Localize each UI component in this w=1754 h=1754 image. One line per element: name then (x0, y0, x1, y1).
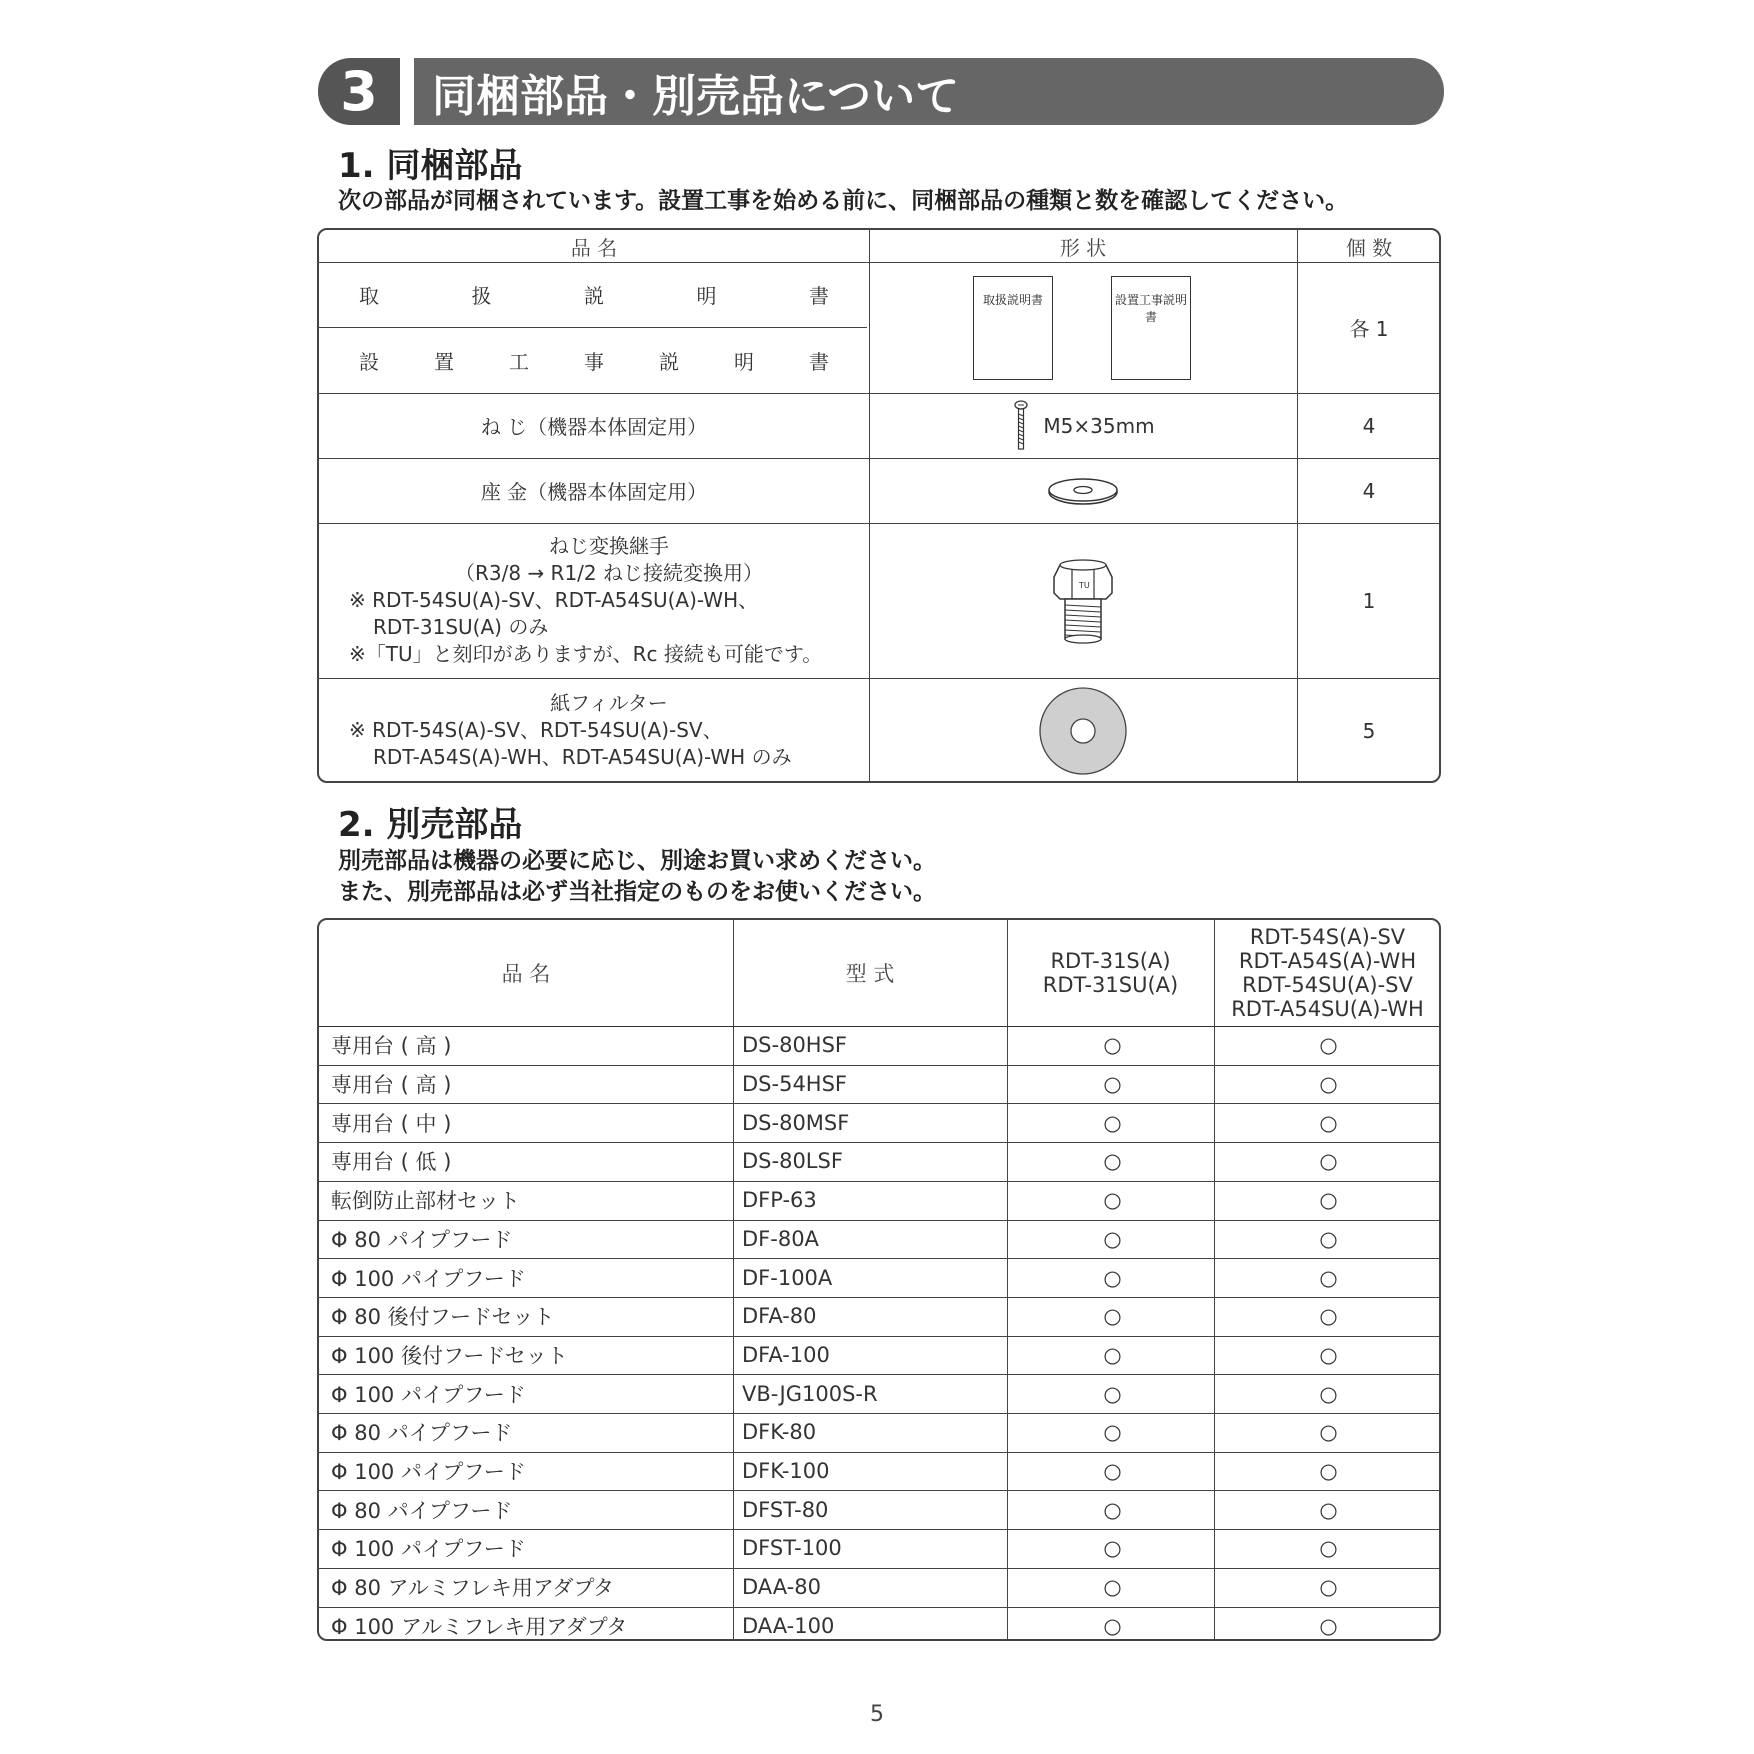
compat-rdt54-mark: ○ (1319, 1110, 1338, 1135)
part-model: DFST-80 (742, 1497, 829, 1522)
optional-parts-table (317, 918, 1441, 1641)
compat-rdt54-mark: ○ (1319, 1033, 1338, 1058)
item-thread-adapter: ねじ変換継手 （R3/8 → R1/2 ねじ接続変換用） ※ RDT-54SU(A)-SV、RDT-A54SU(A)-WH、 RDT-31SU(A) のみ ※「TU」と刻印がありますが、Rc 接続も可能です。 (349, 534, 823, 666)
page-number: 5 (870, 1702, 884, 1727)
table-row (319, 1026, 1439, 1065)
item-screw: ね じ（機器本体固定用） (480, 415, 708, 439)
table-row (319, 1220, 1439, 1259)
part-model: DS-80HSF (742, 1033, 847, 1058)
compat-rdt54-mark: ○ (1319, 1342, 1338, 1367)
table-row (319, 1297, 1439, 1336)
part-model: DF-100A (742, 1265, 833, 1290)
screw-shape (869, 393, 1297, 458)
included-parts-table (317, 228, 1441, 783)
part-name: Φ 80 パイプフード (331, 1421, 513, 1446)
thread-adapter-qty: 1 (1362, 588, 1376, 613)
compat-rdt54-mark: ○ (1319, 1226, 1338, 1251)
compat-rdt31-mark: ○ (1103, 1304, 1122, 1329)
compat-rdt54-mark: ○ (1319, 1575, 1338, 1600)
compat-rdt31-mark: ○ (1103, 1420, 1122, 1445)
col-header-name: 品 名 (570, 235, 618, 260)
compat-rdt54-mark: ○ (1319, 1072, 1338, 1097)
part-name: Φ 100 パイプフード (331, 1382, 526, 1407)
col-header-qty: 個 数 (1345, 235, 1393, 260)
part-model: DS-80LSF (742, 1149, 843, 1174)
compat-rdt31-mark: ○ (1103, 1033, 1122, 1058)
included-intro: 次の部品が同梱されています。設置工事を始める前に、同梱部品の種類と数を確認してください。 (338, 188, 1349, 214)
washer-icon (1046, 476, 1120, 506)
part-name: Φ 80 パイプフード (331, 1227, 513, 1252)
thread-adapter-shape (869, 523, 1297, 678)
part-name: 専用台 ( 中 ) (331, 1111, 452, 1136)
compat-rdt31-mark: ○ (1103, 1613, 1122, 1638)
part-model: DFA-100 (742, 1342, 830, 1367)
manual-booklet-icon: 取扱説明書 (973, 276, 1053, 380)
part-name: Φ 80 アルミフレキ用アダプタ (331, 1576, 614, 1601)
part-name: 専用台 ( 高 ) (331, 1034, 452, 1059)
part-name: 転倒防止部材セット (331, 1189, 520, 1214)
optional-intro-2: また、別売部品は必ず当社指定のものをお使いください。 (338, 879, 936, 905)
part-model: DFA-80 (742, 1304, 817, 1329)
compat-rdt31-mark: ○ (1103, 1497, 1122, 1522)
installation-booklet-icon: 設置工事説明書 (1111, 276, 1191, 380)
table-row (319, 1452, 1439, 1491)
part-model: DFP-63 (742, 1188, 817, 1213)
table-row (319, 1413, 1439, 1452)
washer-qty: 4 (1362, 478, 1376, 503)
col-header-shape: 形 状 (1059, 235, 1107, 260)
compat-rdt31-mark: ○ (1103, 1459, 1122, 1484)
part-name: 専用台 ( 高 ) (331, 1073, 452, 1098)
table-row (319, 1065, 1439, 1104)
compat-rdt31-mark: ○ (1103, 1149, 1122, 1174)
compat-rdt54-mark: ○ (1319, 1265, 1338, 1290)
part-name: Φ 100 パイプフード (331, 1537, 526, 1562)
compat-rdt54-mark: ○ (1319, 1459, 1338, 1484)
part-model: DS-54HSF (742, 1072, 847, 1097)
table-row (319, 1336, 1439, 1375)
opt-col-header-name: 品 名 (501, 962, 551, 986)
compat-rdt54-mark: ○ (1319, 1536, 1338, 1561)
thread-adapter-icon (1048, 555, 1118, 647)
section-title: 同梱部品・別売品について (414, 58, 1444, 125)
screw-icon (1011, 400, 1031, 452)
compat-rdt54-mark: ○ (1319, 1420, 1338, 1445)
part-name: Φ 100 アルミフレキ用アダプタ (331, 1614, 628, 1639)
compat-rdt31-mark: ○ (1103, 1072, 1122, 1097)
table-row (319, 1181, 1439, 1220)
svg-text:TU: TU (1079, 580, 1090, 590)
compat-rdt31-mark: ○ (1103, 1110, 1122, 1135)
part-name: Φ 100 パイプフード (331, 1266, 526, 1291)
item-paper-filter: 紙フィルター ※ RDT-54S(A)-SV、RDT-54SU(A)-SV、 RDT-A54S(A)-WH、RDT-A54SU(A)-WH のみ (349, 691, 792, 769)
included-heading: 1. 同梱部品 (338, 146, 523, 186)
paper-filter-shape (869, 678, 1297, 783)
part-name: 専用台 ( 低 ) (331, 1150, 452, 1175)
part-model: DFK-100 (742, 1459, 830, 1484)
part-name: Φ 80 パイプフード (331, 1498, 513, 1523)
part-name: Φ 80 後付フードセット (331, 1305, 555, 1330)
compat-rdt31-mark: ○ (1103, 1575, 1122, 1600)
screw-spec: M5×35mm (1043, 413, 1155, 438)
section-number: 3 (318, 58, 400, 125)
part-model: DFST-100 (742, 1536, 842, 1561)
compat-rdt31-mark: ○ (1103, 1381, 1122, 1406)
compat-rdt54-mark: ○ (1319, 1304, 1338, 1329)
part-model: DF-80A (742, 1226, 819, 1251)
compat-rdt54-mark: ○ (1319, 1497, 1338, 1522)
compat-rdt31-mark: ○ (1103, 1536, 1122, 1561)
table-row (319, 1607, 1439, 1646)
part-model: DAA-80 (742, 1575, 821, 1600)
table-row (319, 1103, 1439, 1142)
opt-col-header-rdt54: RDT-54S(A)-SV RDT-A54S(A)-WH RDT-54SU(A)-SV RDT-A54SU(A)-WH (1231, 925, 1424, 1021)
part-model: DS-80MSF (742, 1110, 850, 1135)
compat-rdt31-mark: ○ (1103, 1342, 1122, 1367)
table-row (319, 1142, 1439, 1181)
opt-col-header-rdt31: RDT-31S(A) RDT-31SU(A) (1042, 949, 1179, 997)
compat-rdt54-mark: ○ (1319, 1381, 1338, 1406)
item-installation-manual: 設 置 工 事 説 明 書 (359, 349, 829, 374)
screw-qty: 4 (1362, 413, 1376, 438)
part-model: VB-JG100S-R (742, 1381, 878, 1406)
compat-rdt31-mark: ○ (1103, 1265, 1122, 1290)
part-name: Φ 100 後付フードセット (331, 1343, 568, 1368)
compat-rdt31-mark: ○ (1103, 1188, 1122, 1213)
item-instruction-manual: 取 扱 説 明 書 (359, 284, 829, 308)
paper-filter-qty: 5 (1362, 718, 1376, 743)
part-name: Φ 100 パイプフード (331, 1460, 526, 1485)
compat-rdt54-mark: ○ (1319, 1613, 1338, 1638)
manual-qty: 各 1 (1349, 317, 1389, 341)
optional-heading: 2. 別売部品 (338, 805, 523, 845)
table-row (319, 1374, 1439, 1413)
table-row (319, 1258, 1439, 1297)
table-row (319, 1568, 1439, 1607)
paper-filter-icon (1036, 684, 1130, 778)
opt-col-header-model: 型 式 (845, 962, 895, 986)
part-model: DAA-100 (742, 1613, 835, 1638)
compat-rdt31-mark: ○ (1103, 1226, 1122, 1251)
part-model: DFK-80 (742, 1420, 817, 1445)
item-washer: 座 金（機器本体固定用） (480, 480, 708, 504)
compat-rdt54-mark: ○ (1319, 1149, 1338, 1174)
optional-intro-1: 別売部品は機器の必要に応じ、別途お買い求めください。 (338, 848, 936, 874)
table-row (319, 1529, 1439, 1568)
table-row (319, 1490, 1439, 1529)
washer-shape (869, 458, 1297, 523)
section-header (318, 58, 1444, 125)
compat-rdt54-mark: ○ (1319, 1188, 1338, 1213)
